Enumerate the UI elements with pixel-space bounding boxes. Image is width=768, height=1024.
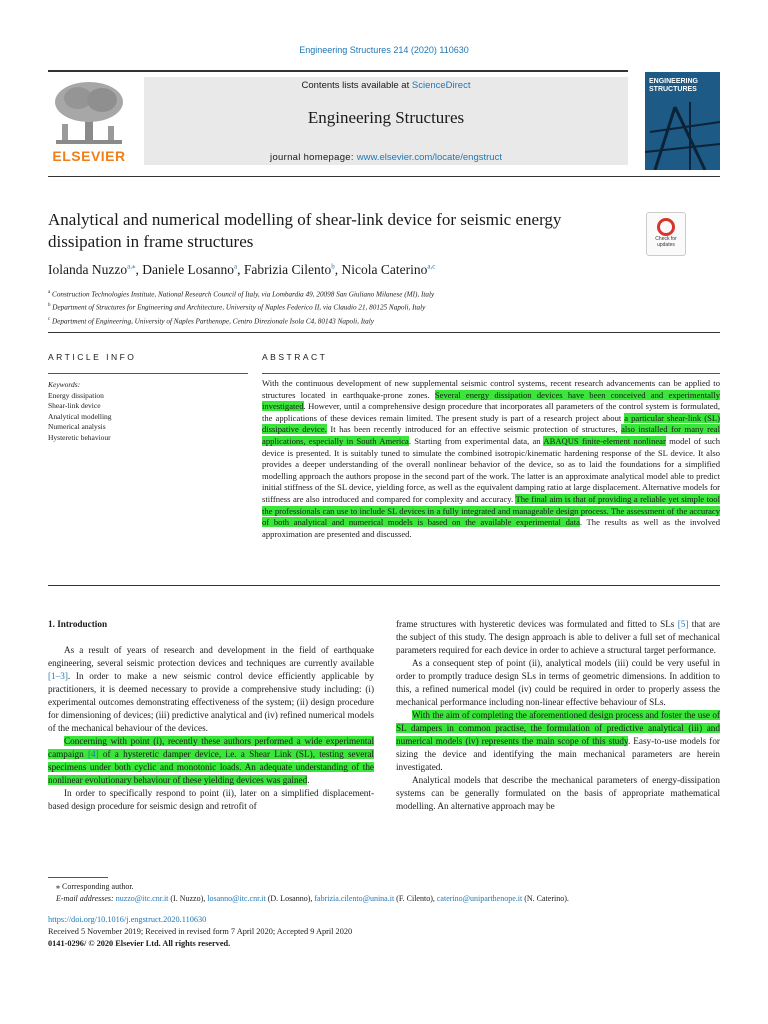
body-paragraph <box>48 644 374 735</box>
author-affiliation-marker[interactable]: b <box>331 262 335 271</box>
top-rule <box>48 70 628 72</box>
keyword: Hysteretic behaviour <box>48 432 111 442</box>
affiliation-list <box>48 287 720 327</box>
text-segment: In order to specifically respond to point (ii), later on a simplified displacement-based design procedure for seismic design and retrofit of <box>48 788 374 811</box>
article-title: Analytical and numerical modelling of shear-link device for seismic energy dissipation in frame structures <box>48 210 562 251</box>
text-segment: . <box>307 775 310 785</box>
affiliation-marker: c <box>48 316 51 322</box>
author-name[interactable]: Fabrizia Cilento <box>243 262 332 277</box>
affiliation <box>48 287 720 300</box>
body-column-left <box>48 618 374 813</box>
body-paragraph <box>396 774 720 813</box>
email-owner: (I. Nuzzo), <box>168 894 208 903</box>
check-updates-icon <box>657 218 675 236</box>
highlighted-text: The final aim is that of providing a reliable yet simple tool the professionals can use to include SL devices in a fully integrated and manageable design process. The assessment of the accuracy of both analytical and numerical models is based on the available experimental data <box>262 493 720 528</box>
check-for-updates-badge[interactable] <box>646 212 686 256</box>
contents-line <box>144 80 628 91</box>
keyword-list <box>48 391 248 444</box>
text-segment: . However, until a comprehensive design procedure that incorporates all parameters of the control system is formulated, the applications of these devices remain limited. The present study is part of a research project about <box>262 401 720 423</box>
text-segment: Analytical models that describe the mechanical parameters of energy-dissipation systems can be generally formulated on the basis of appropriate mathematical modelling. An alternative approach may be <box>396 775 720 811</box>
cover-structure-graphic <box>645 102 720 170</box>
text-segment: . Starting from experimental data, an <box>408 435 544 446</box>
body-paragraph <box>48 735 374 787</box>
body-paragraph <box>48 787 374 813</box>
email-label: E-mail addresses: <box>56 894 116 903</box>
email-addresses <box>48 893 720 905</box>
received-dates: Received 5 November 2019; Received in revised form 7 April 2020; Accepted 9 April 2020 <box>48 927 353 936</box>
abstract-bottom-rule <box>48 585 720 586</box>
doi-block <box>48 914 720 950</box>
homepage-label: journal homepage: <box>270 152 357 163</box>
author-list: Iolanda Nuzzo$^{a,⁎}$, Daniele Losanno$^a$, Fabrizia Cilento$^b$, Nicola Caterino$^{a,c}$ <box>48 262 436 277</box>
title-block-rule <box>48 332 720 333</box>
keyword: Shear-link device <box>48 401 101 411</box>
affiliation-marker: a <box>48 290 51 295</box>
email-link[interactable]: nuzzo@itc.cnr.it <box>115 894 169 903</box>
author[interactable] <box>48 262 135 277</box>
keyword: Numerical analysis <box>48 422 106 432</box>
highlighted-text: also installed for many real applications, especially in South America <box>262 424 721 446</box>
highlighted-text: With the aim of completing the aforementioned design process and foster the use of SL dampers in common practise, the formulation of predictive analytical (iii) and numerical models (iv) represents the main scope of this study <box>396 710 720 746</box>
footnotes <box>48 881 720 905</box>
abstract-rule <box>262 373 720 374</box>
text-segment: . Easy-to-use models for sizing the device and identifying the main mechanical parameters are herein investigated. <box>396 736 720 772</box>
highlighted-text: a particular shear-link (SL) dissipative device. <box>262 412 720 435</box>
copyright-notice: 0141-0296/ © 2020 Elsevier Ltd. All rights reserved. <box>48 939 231 948</box>
section-heading-introduction: 1. Introduction <box>48 619 108 629</box>
affiliation-text: Department of Engineering, University of Naples Parthenope, Centro Direzionale Isola C4, 80143 Napoli, Italy <box>52 317 374 326</box>
body-paragraph <box>396 618 720 657</box>
cover-title: ENGINEERING STRUCTURES <box>649 78 699 93</box>
text-segment: frame structures with hysteretic devices was formulated and fitted to SLs <box>396 619 678 629</box>
corresponding-author-note: ⁎ Corresponding author. <box>56 882 134 891</box>
publisher-wordmark: ELSEVIER <box>52 148 126 164</box>
affiliation <box>48 314 720 327</box>
reference-link[interactable]: [4] <box>87 749 99 759</box>
text-segment: . The results as well as the involved approximation are presented and discussed. <box>262 517 720 539</box>
affiliation-text: Department of Structures for Engineering and Architecture, University of Naples Federico II, via Claudio 21, 80125 Napoli, Italy <box>52 303 426 312</box>
right-paragraphs <box>396 618 720 813</box>
article-info-rule <box>48 373 248 374</box>
check-updates-label: Check for updates <box>655 236 677 248</box>
contents-prefix: Contents lists available at <box>301 80 412 91</box>
email-link[interactable]: caterino@uniparthenope.it <box>436 894 523 903</box>
author[interactable] <box>244 262 335 277</box>
article-info-heading: ARTICLE INFO <box>48 352 137 362</box>
author[interactable] <box>342 262 436 277</box>
header-bottom-rule <box>48 176 720 177</box>
author-affiliation-marker[interactable]: a,⁎ <box>127 262 136 271</box>
text-segment: model of such device is presented. It is suitably tuned to simulate the combined isotropic/kinematic hardening response of the SL device. It also provides a deeper understanding of the overall nonlinear behavior of the device, so as to laid the foundations for a simplified modelling approach the authors propose in the second part of the work. The latter is an approximate analytical model able to predict initial stiffness of the SL device, yielding force, as well as the equivalent damping ratio at large displacement. Alternative models for stiffness are also introduced and compared for complexity and accuracy. <box>262 435 720 504</box>
highlighted-text: Concerning with point (i), recently these authors performed a wide experimental campaign <box>48 736 374 759</box>
email-owner: (D. Losanno), <box>265 894 315 903</box>
email-link[interactable]: fabrizia.cilento@unina.it <box>314 894 395 903</box>
text-segment: . In order to make a new seismic control device efficiently applicable by practitioners, it is deemed necessary to provide a comprehensive study including: (i) experimental outcomes demonstrating effectiveness of the system; (ii) design procedure for dimensioning of devices; (iii) predictive analytical and (iv) refined numerical models of the mechanical behaviour of the devices. <box>48 671 374 733</box>
doi-link[interactable]: https://doi.org/10.1016/j.engstruct.2020.110630 <box>48 915 207 924</box>
email-owner: (F. Cilento), <box>394 894 437 903</box>
abstract-text <box>262 378 720 540</box>
highlighted-text: Several energy dissipation devices have been conceived and experimentally investigated <box>262 389 720 412</box>
homepage-link[interactable]: www.elsevier.com/locate/engstruct <box>356 152 502 163</box>
author-name[interactable]: Iolanda Nuzzo <box>48 262 128 277</box>
highlighted-text: ABAQUS finite-element nonlinear <box>543 435 666 446</box>
author-name[interactable]: Daniele Losanno <box>142 262 235 277</box>
abstract-heading: ABSTRACT <box>262 352 328 362</box>
footnote-rule <box>48 877 108 878</box>
body-paragraph <box>396 657 720 709</box>
affiliation-text: Construction Technologies Institute, National Research Council of Italy, via Lombardia 49, 20098 San Giuliano Milanese (MI), Italy <box>52 290 435 299</box>
journal-cover-image[interactable] <box>645 72 720 170</box>
author[interactable] <box>142 262 237 277</box>
text-segment: that are the subject of this study. The design approach is able to deliver a full set of mechanical parameters required for each device in order to achieve a structural target performance. <box>396 619 720 655</box>
sciencedirect-link[interactable]: ScienceDirect <box>411 80 471 91</box>
text-segment: With the continuous development of new supplemental seismic control systems, recent research advancements can be applied to structures located in earthquake-prone zones. <box>262 378 720 400</box>
keyword: Energy dissipation <box>48 390 104 400</box>
email-link[interactable]: losanno@itc.cnr.it <box>207 894 266 903</box>
author-name[interactable]: Nicola Caterino <box>341 262 428 277</box>
text-segment: As a result of years of research and development in the field of earthquake engineering, several seismic protection devices and techniques are currently available <box>48 645 374 668</box>
author-affiliation-marker[interactable]: a <box>234 262 238 271</box>
body-paragraph <box>396 709 720 774</box>
email-owner: (N. Caterino). <box>522 894 569 903</box>
affiliation <box>48 300 720 313</box>
keywords-label: Keywords: <box>48 380 81 389</box>
homepage-line <box>144 152 628 163</box>
left-paragraphs <box>48 644 374 813</box>
text-segment: It has been recently introduced for an effective seismic protection of structures, <box>326 424 622 435</box>
reference-link[interactable]: [5] <box>677 619 689 629</box>
body-column-right <box>396 618 720 813</box>
journal-title: Engineering Structures <box>307 108 465 127</box>
text-segment: As a consequent step of point (ii), analytical models (iii) could be very useful in order to promptly traduce design SLs in terms of geometric dimensions. In addition to this, a refined numerical model (iv) could be required in order to properly assess the mechanical performance including non-linear effective behaviour of SLs. <box>396 658 720 707</box>
journal-reference-link[interactable]: Engineering Structures 214 (2020) 110630 <box>299 45 469 55</box>
keyword: Analytical modelling <box>48 411 112 421</box>
keywords-block <box>48 380 248 444</box>
author-affiliation-marker[interactable]: a,c <box>427 262 436 271</box>
highlighted-text: of a hysteretic damper device, i.e. a Shear Link (SL), testing several specimens under both cyclic and monotonic loads. An adequate understanding of the nonlinear evolutionary behaviour of these yielding devices was gained <box>48 749 374 785</box>
affiliation-marker: b <box>48 303 51 309</box>
reference-link[interactable]: [1–3] <box>48 671 68 681</box>
